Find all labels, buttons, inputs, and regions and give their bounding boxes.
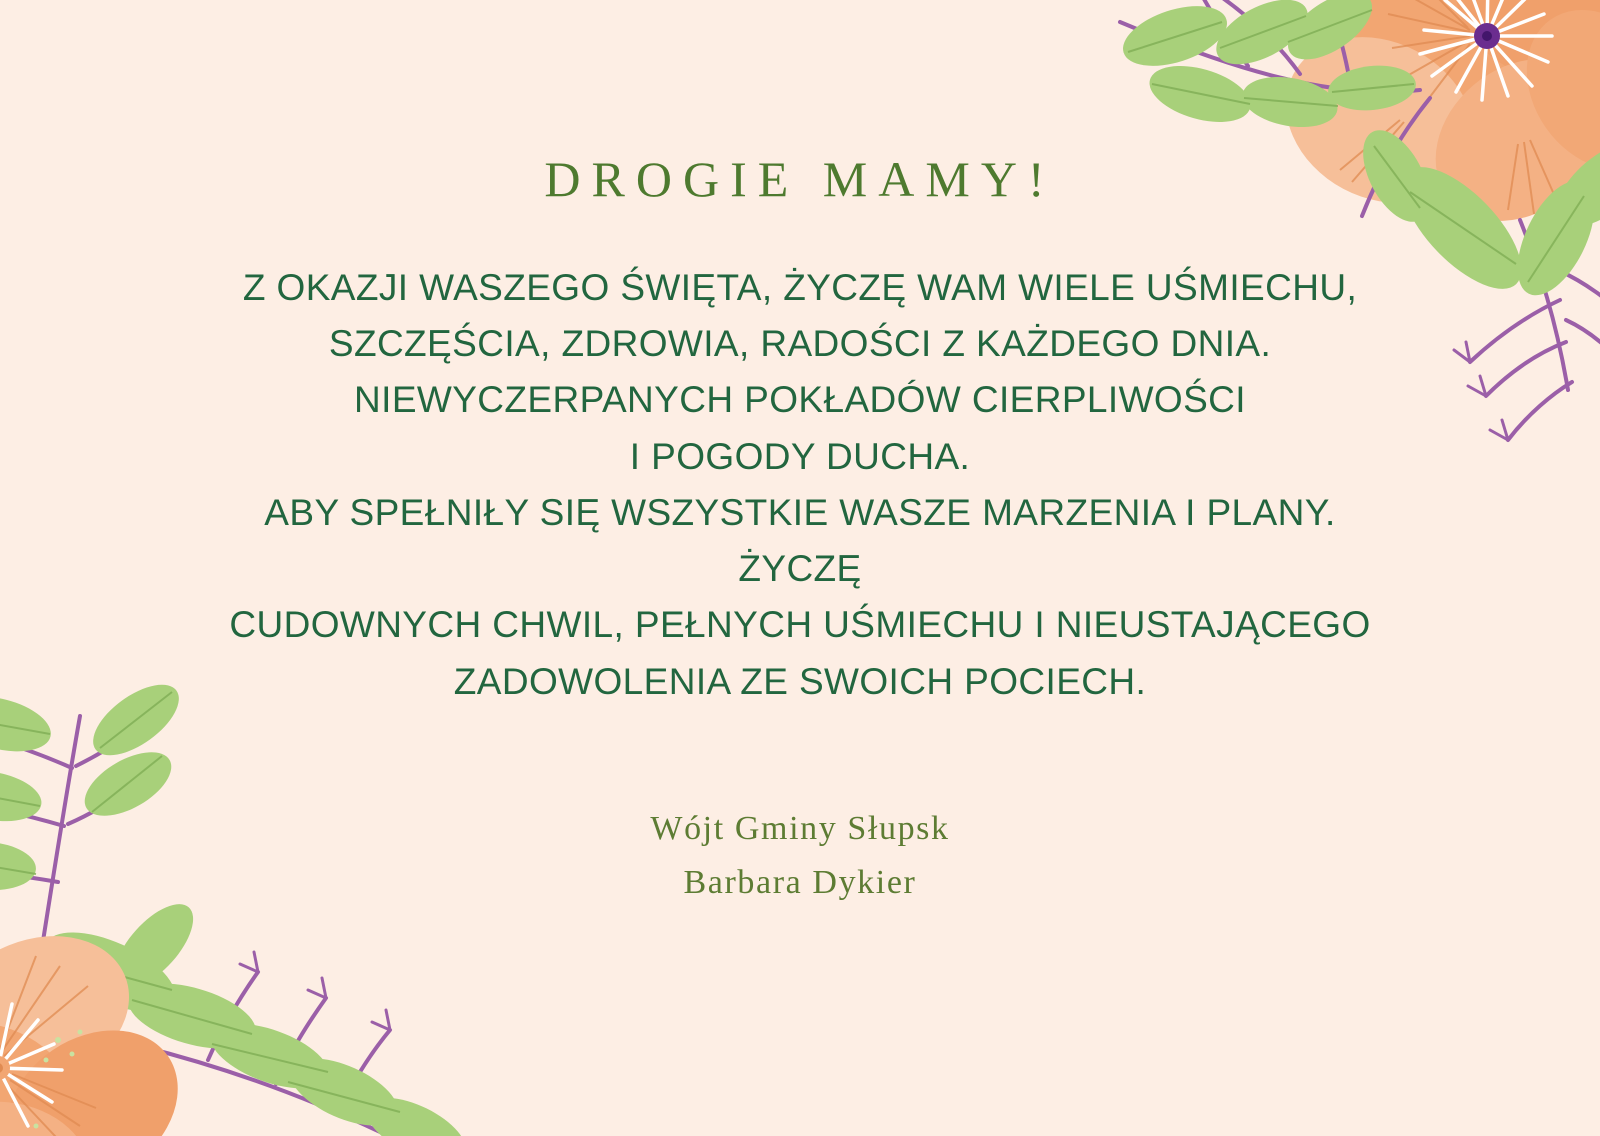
signature-title: Wójt Gminy Słupsk [650, 809, 950, 847]
greeting-message [170, 260, 1430, 710]
message-line: NIEWYCZERPANYCH POKŁADÓW CIERPLIWOŚCI [354, 379, 1246, 421]
message-line: ABY SPEŁNIŁY SIĘ WSZYSTKIE WASZE MARZENIA I PLANY. [264, 491, 1336, 533]
message-line: SZCZĘŚCIA, ZDROWIA, RADOŚCI Z KAŻDEGO DNIA. [328, 323, 1272, 365]
message-line: I POGODY DUCHA. [629, 435, 971, 477]
message-line: ŻYCZĘ [738, 548, 862, 590]
signature-name: Barbara Dykier [683, 864, 917, 902]
card-content [0, 150, 1600, 911]
message-line: Z OKAZJI WASZEGO ŚWIĘTA, ŻYCZĘ WAM WIELE UŚMIECHU, [242, 267, 1358, 308]
message-line: CUDOWNYCH CHWIL, PEŁNYCH UŚMIECHU I NIEUSTAJĄCEGO [229, 604, 1371, 646]
page-title: DROGIE MAMY! [544, 151, 1056, 207]
signature-block [0, 802, 1600, 911]
message-line: ZADOWOLENIA ZE SWOICH POCIECH. [453, 660, 1147, 702]
